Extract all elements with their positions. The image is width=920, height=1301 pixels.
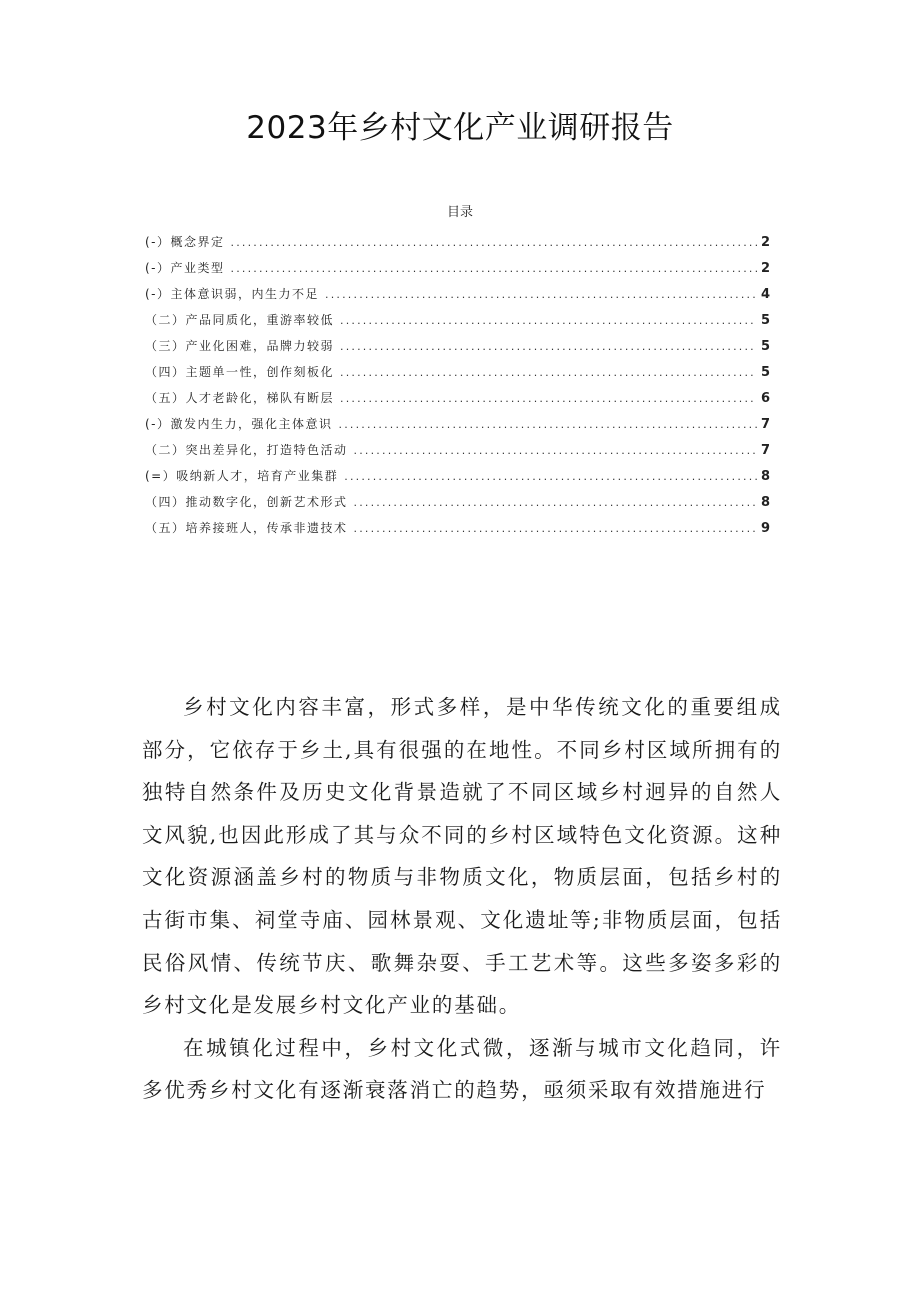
toc-entry[interactable] [145, 229, 770, 255]
toc-entry-label: (-）产业类型 [145, 261, 225, 275]
body-paragraph: 在城镇化过程中，乡村文化式微，逐渐与城市文化趋同，许多优秀乡村文化有逐渐衰落消亡的趋势，亟须采取有效措施进行 [142, 1035, 782, 1103]
toc-entry-page: 2 [760, 261, 770, 276]
table-of-contents [145, 229, 770, 541]
toc-dot-leader [325, 282, 757, 308]
toc-entry[interactable] [145, 437, 770, 463]
toc-entry-page: 5 [760, 365, 770, 380]
toc-entry-label: （二）产品同质化，重游率较低 [145, 313, 335, 327]
toc-entry[interactable] [145, 489, 770, 515]
toc-entry[interactable] [145, 385, 770, 411]
toc-dot-leader [339, 412, 757, 438]
toc-dot-leader [354, 516, 757, 542]
toc-entry-label: (-）激发内生力，强化主体意识 [145, 417, 333, 431]
toc-entry[interactable] [145, 463, 770, 489]
toc-entry-page: 5 [760, 313, 770, 328]
toc-dot-leader [340, 386, 757, 412]
toc-dot-leader [231, 230, 757, 256]
toc-dot-leader [340, 360, 757, 386]
toc-entry-page: 5 [760, 339, 770, 354]
document-title: 2023年乡村文化产业调研报告 [246, 110, 674, 146]
toc-entry-label: （二）突出差异化，打造特色活动 [145, 443, 348, 457]
body-paragraph: 乡村文化内容丰富，形式多样，是中华传统文化的重要组成部分，它依存于乡土,具有很强的在地性。不同乡村区域所拥有的独特自然条件及历史文化背景造就了不同区域乡村迥异的自然人文风貌,也因此形成了其与众不同的乡村区域特色文化资源。这种文化资源涵盖乡村的物质与非物质文化，物质层面，包括乡村的古街市集、祠堂寺庙、园林景观、文化遗址等;非物质层面，包括民俗风情、传统节庆、歌舞杂耍、手工艺术等。这些多姿多彩的乡村文化是发展乡村文化产业的基础。 [142, 695, 782, 1018]
body-text [142, 686, 782, 1112]
toc-entry-label: (-）主体意识弱，内生力不足 [145, 287, 320, 301]
toc-entry[interactable] [145, 411, 770, 437]
toc-entry[interactable] [145, 515, 770, 541]
toc-entry[interactable] [145, 333, 770, 359]
toc-entry[interactable] [145, 281, 770, 307]
toc-dot-leader [340, 334, 757, 360]
toc-entry-label: (-）概念界定 [145, 235, 225, 249]
toc-dot-leader [231, 256, 757, 282]
toc-entry-page: 8 [760, 469, 770, 484]
toc-entry[interactable] [145, 255, 770, 281]
toc-dot-leader [354, 438, 757, 464]
toc-entry-page: 7 [760, 443, 770, 458]
toc-dot-leader [354, 490, 757, 516]
toc-entry-label: (=）吸纳新人才，培育产业集群 [145, 469, 339, 483]
toc-entry-page: 7 [760, 417, 770, 432]
toc-entry-page: 4 [760, 287, 770, 302]
toc-dot-leader [340, 308, 757, 334]
toc-entry-label: （四）推动数字化，创新艺术形式 [145, 495, 348, 509]
toc-entry-page: 9 [760, 521, 770, 536]
toc-entry-page: 6 [760, 391, 770, 406]
toc-dot-leader [344, 464, 757, 490]
toc-heading: 目录 [446, 205, 473, 220]
toc-entry-label: （五）人才老龄化，梯队有断层 [145, 391, 335, 405]
toc-entry-label: （五）培养接班人，传承非遗技术 [145, 521, 348, 535]
toc-entry[interactable] [145, 307, 770, 333]
toc-entry-label: （三）产业化困难，品牌力较弱 [145, 339, 335, 353]
toc-entry-page: 8 [760, 495, 770, 510]
toc-entry-page: 2 [760, 235, 770, 250]
toc-entry[interactable] [145, 359, 770, 385]
toc-entry-label: （四）主题单一性，创作刻板化 [145, 365, 335, 379]
